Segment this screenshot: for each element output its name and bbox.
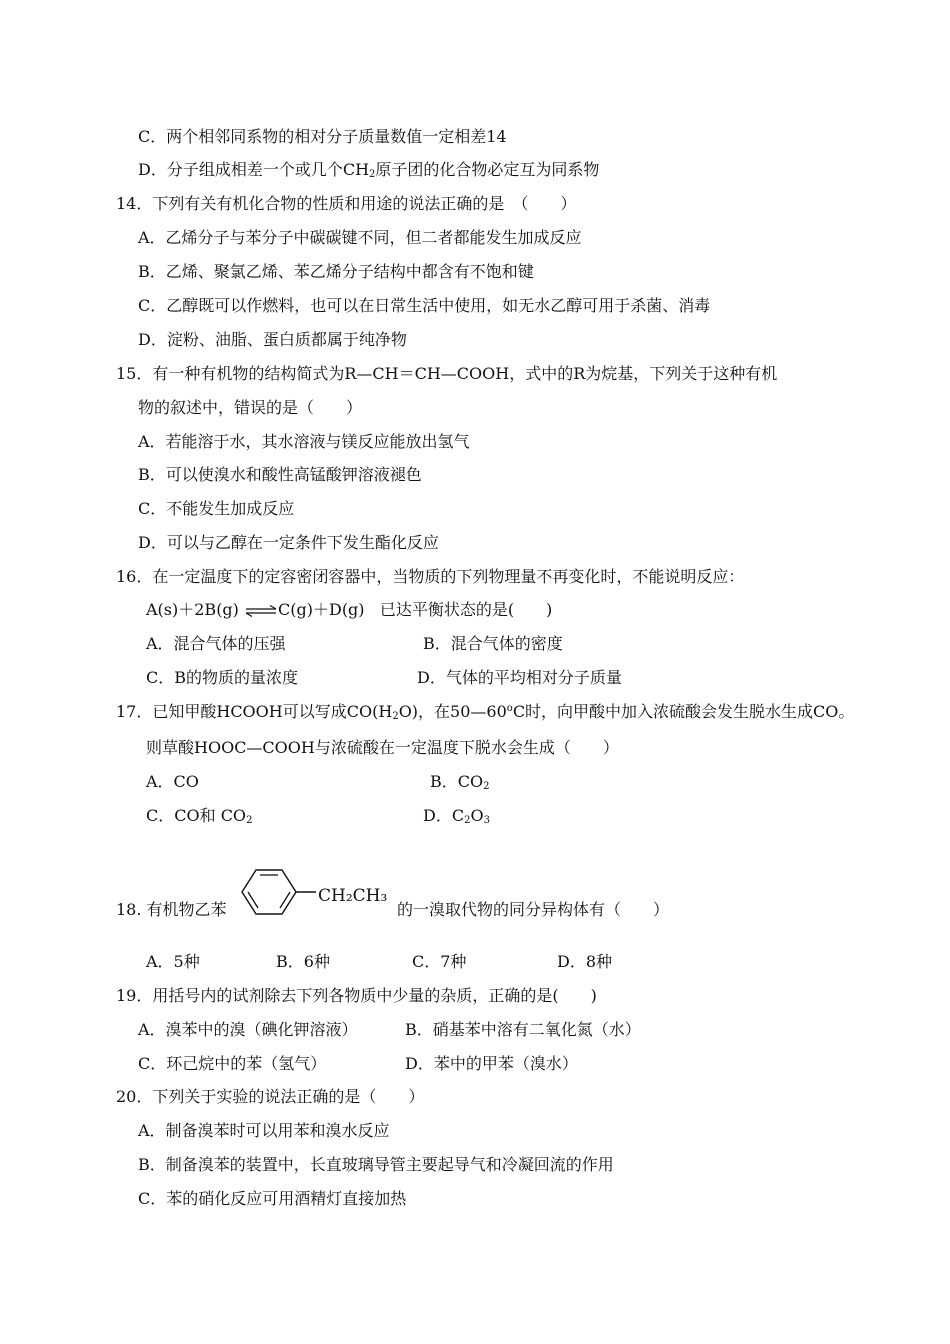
- q14-option-c: C．乙醇既可以作燃料，也可以在日常生活中使用，如无水乙醇可用于杀菌、消毒: [138, 296, 711, 315]
- q17-option-b: [430, 772, 490, 792]
- q17-d-sub2: 3: [483, 815, 490, 826]
- q15-stem-line1: 15．有一种有机物的结构简式为R—CH＝CH—COOH，式中的R为烷基，下列关于这种有机: [116, 364, 778, 383]
- q17-stem1-sup: o: [506, 703, 513, 714]
- q15-stem-line2: 物的叙述中，错误的是（ ）: [138, 398, 363, 417]
- q16-equation: [146, 600, 552, 620]
- q17-c-pre: C．CO和 CO: [146, 806, 247, 825]
- q17-option-c: [146, 806, 252, 826]
- q17-d-sub1: 2: [464, 815, 471, 826]
- equilibrium-arrow-icon: [244, 605, 278, 617]
- q18-option-b: B．6种: [276, 952, 330, 971]
- q20-option-c: C．苯的硝化反应可用酒精灯直接加热: [138, 1189, 407, 1208]
- q17-d-mid: O: [470, 806, 484, 825]
- q17-c-sub: 2: [246, 815, 253, 826]
- q17-d-pre: D．C: [423, 806, 465, 825]
- q20-option-a: A．制备溴苯时可以用苯和溴水反应: [138, 1121, 390, 1140]
- q14-option-d: D．淀粉、油脂、蛋白质都属于纯净物: [138, 330, 407, 349]
- q19-stem: 19．用括号内的试剂除去下列各物质中少量的杂质，正确的是( ): [116, 986, 597, 1005]
- q13-option-c: C．两个相邻同系物的相对分子质量数值一定相差14: [138, 127, 507, 146]
- q15-option-d: D．可以与乙醇在一定条件下发生酯化反应: [138, 533, 439, 552]
- q19-option-b: B．硝基苯中溶有二氧化氮（水）: [405, 1020, 641, 1039]
- q19-option-c: C．环己烷中的苯（氢气）: [138, 1054, 327, 1073]
- q13-d-ch2: CH: [342, 160, 370, 179]
- q18-substituent: CH₂CH₃: [318, 886, 388, 906]
- q18-option-c: C．7种: [412, 952, 467, 971]
- q16-option-c: C．B的物质的量浓度: [146, 668, 299, 687]
- q15-option-a: A．若能溶于水，其水溶液与镁反应能放出氢气: [138, 432, 470, 451]
- q18-option-d: D．8种: [557, 952, 613, 971]
- q13-d-post: 原子团的化合物必定互为同系物: [375, 160, 600, 179]
- q14-option-a: A．乙烯分子与苯分子中碳碳键不同，但二者都能发生加成反应: [138, 228, 582, 247]
- q14-stem: 14．下列有关有机化合物的性质和用途的说法正确的是 （ ）: [116, 194, 577, 213]
- q13-d-pre: D．分子组成相差一个或几个: [138, 160, 343, 179]
- q17-stem-line1: [116, 702, 854, 722]
- q17-stem1-b: O)，在50—60: [398, 702, 507, 721]
- q17-option-d: [423, 806, 490, 826]
- q17-option-a: A．CO: [146, 772, 199, 791]
- q16-option-b: B．混合气体的密度: [423, 634, 563, 653]
- q19-option-d: D．苯中的甲苯（溴水）: [405, 1054, 578, 1073]
- q17-stem1-c: C时，向甲酸中加入浓硫酸会发生脱水生成CO。: [512, 702, 855, 721]
- q13-option-d: [138, 160, 599, 180]
- q17-stem-line2: 则草酸HOOC—COOH与浓硫酸在一定温度下脱水会生成（ ）: [146, 738, 619, 757]
- q18-stem-post: 的一溴取代物的同分异构体有（ ）: [397, 900, 670, 919]
- q16-option-a: A．混合气体的压强: [146, 634, 286, 653]
- q13-d-sub: 2: [369, 169, 376, 180]
- q20-stem: 20．下列关于实验的说法正确的是（ ）: [116, 1087, 425, 1106]
- q20-option-b: B．制备溴苯的装置中，长直玻璃导管主要起导气和冷凝回流的作用: [138, 1155, 614, 1174]
- q16-eq-left: A(s)＋2B(g): [146, 600, 239, 619]
- q17-b-sub: 2: [483, 781, 490, 792]
- q18-option-a: A．5种: [146, 952, 200, 971]
- q16-eq-right: C(g)＋D(g): [278, 600, 365, 619]
- q17-stem1-a: 17．已知甲酸HCOOH可以写成CO(H: [116, 702, 393, 721]
- q14-option-b: B．乙烯、聚氯乙烯、苯乙烯分子结构中都含有不饱和键: [138, 262, 534, 281]
- q18-stem-pre: 18. 有机物乙苯: [116, 900, 227, 919]
- q16-stem: 16．在一定温度下的定容密闭容器中，当物质的下列物理量不再变化时，不能说明反应：: [116, 567, 745, 586]
- q15-option-b: B．可以使溴水和酸性高锰酸钾溶液褪色: [138, 465, 422, 484]
- q15-option-c: C．不能发生加成反应: [138, 499, 295, 518]
- q16-option-d: D．气体的平均相对分子质量: [417, 668, 622, 687]
- q16-eq-tail: 已达平衡状态的是( ): [379, 600, 553, 619]
- q17-stem1-sub: 2: [392, 711, 399, 722]
- q17-b-pre: B．CO: [430, 772, 484, 791]
- q19-option-a: A．溴苯中的溴（碘化钾溶液）: [138, 1020, 358, 1039]
